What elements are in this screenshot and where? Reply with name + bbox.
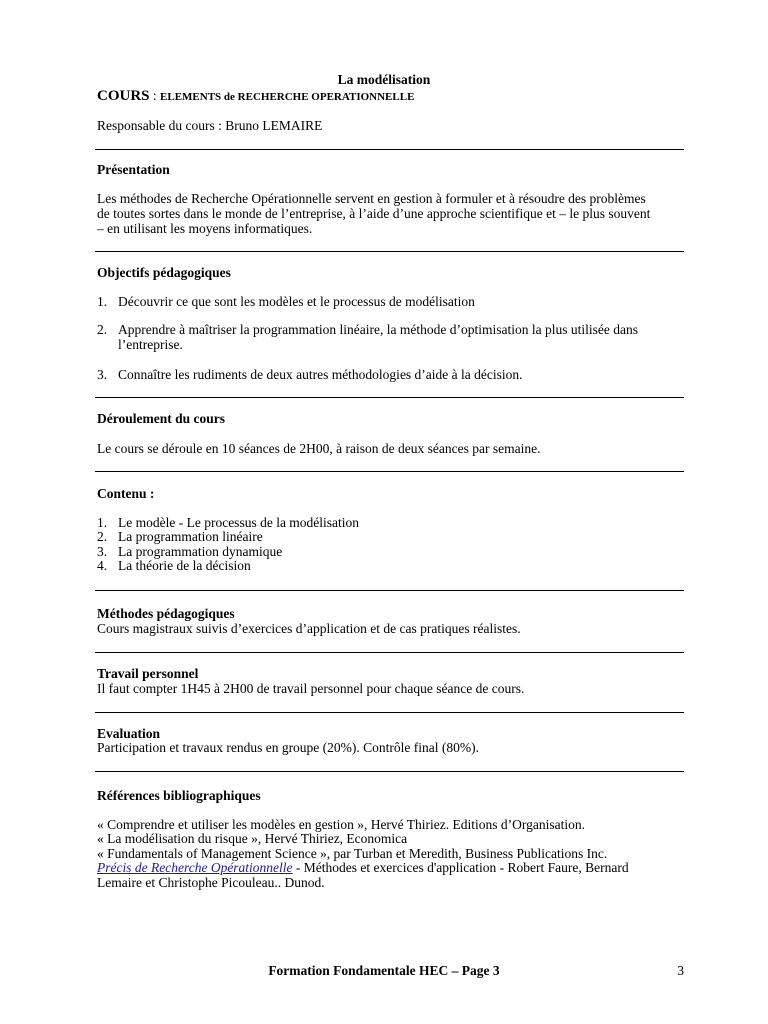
section-heading-methodes: Méthodes pédagogiques <box>97 606 235 621</box>
divider <box>95 652 684 653</box>
list-number: 3. <box>97 367 108 382</box>
divider <box>95 590 684 591</box>
presentation-line: de toutes sortes dans le monde de l’entreprise, à l’aide d’une approche scientifique et – le plus souvent <box>97 206 651 221</box>
presentation-line: – en utilisant les moyens informatiques. <box>97 221 313 236</box>
list-item: La programmation linéaire <box>118 529 263 544</box>
list-number: 2. <box>97 529 108 544</box>
document-title: La modélisation <box>337 72 431 87</box>
section-heading-contenu: Contenu : <box>97 486 155 501</box>
course-separator: : <box>149 88 161 103</box>
section-heading-evaluation: Evaluation <box>97 726 161 741</box>
list-item: Découvrir ce que sont les modèles et le processus de modélisation <box>118 294 475 309</box>
list-number: 1. <box>97 294 108 309</box>
presentation-line: Les méthodes de Recherche Opérationnelle servent en gestion à formuler et à résoudre des problèmes <box>97 191 646 206</box>
section-heading-presentation: Présentation <box>97 162 170 177</box>
page-footer: Formation Fondamentale HEC – Page 3 <box>268 963 500 978</box>
reference-item-continued: Lemaire et Christophe Picouleau.. Dunod. <box>97 875 325 890</box>
list-item: Apprendre à maîtriser la programmation linéaire, la méthode d’optimisation la plus utilisée dans <box>118 322 638 337</box>
evaluation-text: Participation et travaux rendus en groupe (20%). Contrôle final (80%). <box>97 740 480 755</box>
list-item: Connaître les rudiments de deux autres méthodologies d’aide à la décision. <box>118 367 523 382</box>
methodes-text: Cours magistraux suivis d’exercices d’application et de cas pratiques réalistes. <box>97 621 521 636</box>
divider <box>95 251 684 252</box>
list-item: La programmation dynamique <box>118 544 283 559</box>
divider <box>95 397 684 398</box>
divider <box>95 712 684 713</box>
deroulement-text: Le cours se déroule en 10 séances de 2H00, à raison de deux séances par semaine. <box>97 441 541 456</box>
course-prefix: COURS <box>97 88 150 104</box>
section-heading-deroulement: Déroulement du cours <box>97 411 225 426</box>
reference-item: « Comprendre et utiliser les modèles en gestion », Hervé Thiriez. Editions d’Organisation. <box>97 817 586 832</box>
reference-item <box>97 860 687 875</box>
list-number: 4. <box>97 558 108 573</box>
list-item: Le modèle - Le processus de la modélisation <box>118 515 360 530</box>
reference-link[interactable]: Précis de Recherche Opérationnelle <box>97 860 293 875</box>
course-name: ELEMENTS de RECHERCHE OPERATIONNELLE <box>160 91 415 103</box>
page-number: 3 <box>677 963 684 978</box>
course-title <box>97 88 414 105</box>
reference-item: « La modélisation du risque », Hervé Thiriez, Economica <box>97 831 408 846</box>
section-heading-references: Références bibliographiques <box>97 788 261 803</box>
section-heading-travail: Travail personnel <box>97 666 199 681</box>
course-responsible: Responsable du cours : Bruno LEMAIRE <box>97 118 323 133</box>
divider <box>95 149 684 150</box>
list-number: 2. <box>97 322 108 337</box>
list-number: 3. <box>97 544 108 559</box>
list-number: 1. <box>97 515 108 530</box>
divider <box>95 471 684 472</box>
reference-link-rest: - Méthodes et exercices d'application - Robert Faure, Bernard <box>292 860 629 875</box>
divider <box>95 771 684 772</box>
section-heading-objectifs: Objectifs pédagogiques <box>97 265 231 280</box>
list-item: La théorie de la décision <box>118 558 251 573</box>
list-item-continued: l’entreprise. <box>118 337 183 352</box>
travail-text: Il faut compter 1H45 à 2H00 de travail personnel pour chaque séance de cours. <box>97 681 525 696</box>
reference-item: « Fundamentals of Management Science », par Turban et Meredith, Business Publications Inc. <box>97 846 608 861</box>
